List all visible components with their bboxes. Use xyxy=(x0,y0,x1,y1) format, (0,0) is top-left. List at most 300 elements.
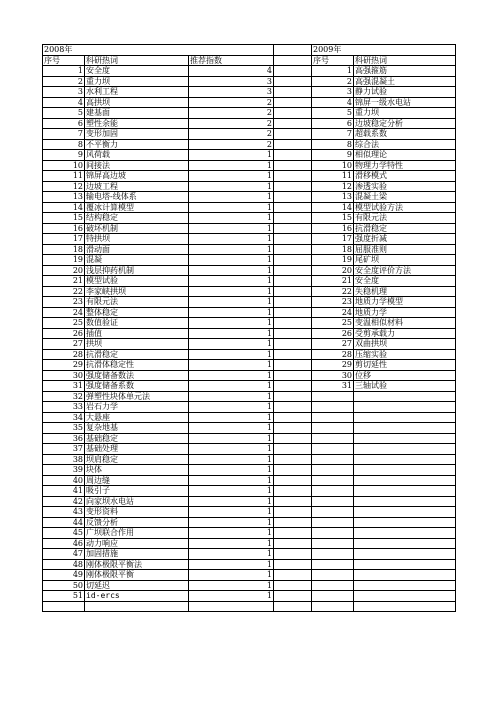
column-gap xyxy=(354,528,456,539)
row-number-2009: 18 xyxy=(312,244,354,255)
column-gap xyxy=(274,538,312,549)
column-gap xyxy=(274,444,312,455)
term-2009: 剪切延性 xyxy=(354,360,456,371)
score-2008: 1 xyxy=(189,402,274,413)
row-number-2009: 19 xyxy=(312,255,354,266)
column-gap xyxy=(274,87,312,98)
term-2009: 边坡稳定分析 xyxy=(354,118,456,129)
score-2008: 1 xyxy=(189,528,274,539)
term-2009: 变温相似材料 xyxy=(354,318,456,329)
column-gap xyxy=(312,549,354,560)
score-2008: 1 xyxy=(189,192,274,203)
table-row xyxy=(43,528,456,539)
table-row xyxy=(43,213,456,224)
table-row xyxy=(43,423,456,434)
term-2008: 拱坝 xyxy=(85,339,189,350)
term-2008: 覆冰计算模型 xyxy=(85,202,189,213)
row-number-2009: 1 xyxy=(312,66,354,77)
column-gap xyxy=(274,559,312,570)
table-row xyxy=(43,433,456,444)
term-2009: 安全度评价方法 xyxy=(354,265,456,276)
term-2008: 边坡工程 xyxy=(85,181,189,192)
term-2008: 基础稳定 xyxy=(85,433,189,444)
row-number-2009: 14 xyxy=(312,202,354,213)
row-number-2009: 23 xyxy=(312,297,354,308)
column-gap xyxy=(354,402,456,413)
column-gap xyxy=(312,517,354,528)
column-gap xyxy=(274,412,312,423)
score-2008: 2 xyxy=(189,118,274,129)
row-number-2008: 46 xyxy=(43,538,85,549)
row-number-2009: 24 xyxy=(312,307,354,318)
row-number-2009: 11 xyxy=(312,171,354,182)
row-number-2008: 50 xyxy=(43,580,85,591)
column-gap xyxy=(274,45,312,56)
row-number-2008: 5 xyxy=(43,108,85,119)
term-2009: 双曲拱坝 xyxy=(354,339,456,350)
score-2008: 1 xyxy=(189,517,274,528)
column-gap xyxy=(274,276,312,287)
term-2008: 安全度 xyxy=(85,66,189,77)
row-number-2009: 20 xyxy=(312,265,354,276)
score-2008: 1 xyxy=(189,570,274,581)
row-number-2008: 2 xyxy=(43,76,85,87)
term-2009: 高强箍筋 xyxy=(354,66,456,77)
header-no-2009: 序号 xyxy=(312,55,354,66)
term-2009: 尾矿坝 xyxy=(354,255,456,266)
column-gap xyxy=(354,538,456,549)
score-2008: 1 xyxy=(189,486,274,497)
column-gap xyxy=(354,475,456,486)
column-gap xyxy=(312,454,354,465)
column-gap xyxy=(274,391,312,402)
empty-cell xyxy=(312,391,354,402)
row-number-2008: 38 xyxy=(43,454,85,465)
term-2008: 破坏机制 xyxy=(85,223,189,234)
column-gap xyxy=(274,496,312,507)
table-row xyxy=(43,486,456,497)
column-gap xyxy=(274,213,312,224)
term-2008: 弹塑性块体单元法 xyxy=(85,391,189,402)
column-gap xyxy=(274,129,312,140)
row-number-2008: 16 xyxy=(43,223,85,234)
table-row xyxy=(43,108,456,119)
column-gap xyxy=(274,402,312,413)
row-number-2009: 10 xyxy=(312,160,354,171)
row-number-2009: 8 xyxy=(312,139,354,150)
row-number-2009: 15 xyxy=(312,213,354,224)
term-2009: 混凝土梁 xyxy=(354,192,456,203)
term-2008: 周边缝 xyxy=(85,475,189,486)
table-row xyxy=(43,601,456,612)
row-number-2009: 30 xyxy=(312,370,354,381)
row-number-2008: 45 xyxy=(43,528,85,539)
term-2008: 变形加固 xyxy=(85,129,189,140)
table-row xyxy=(43,465,456,476)
column-gap xyxy=(274,517,312,528)
term-2009: 物理力学特性 xyxy=(354,160,456,171)
column-gap xyxy=(354,591,456,602)
column-gap xyxy=(274,507,312,518)
row-number-2009: 5 xyxy=(312,108,354,119)
term-2009: 模型试验方法 xyxy=(354,202,456,213)
row-number-2008: 20 xyxy=(43,265,85,276)
term-2008: 抗滑稳定 xyxy=(85,349,189,360)
term-2008: 插值 xyxy=(85,328,189,339)
row-number-2009: 17 xyxy=(312,234,354,245)
term-2009: 有限元法 xyxy=(354,213,456,224)
table-row xyxy=(43,276,456,287)
column-gap xyxy=(274,475,312,486)
term-2009: 安全度 xyxy=(354,276,456,287)
score-2008: 1 xyxy=(189,433,274,444)
row-number-2008: 3 xyxy=(43,87,85,98)
table-row xyxy=(43,328,456,339)
table-row xyxy=(43,517,456,528)
row-number-2008: 17 xyxy=(43,234,85,245)
score-2008: 1 xyxy=(189,276,274,287)
row-number-2008: 18 xyxy=(43,244,85,255)
column-gap xyxy=(274,318,312,329)
table-row xyxy=(43,507,456,518)
table-row xyxy=(43,402,456,413)
row-number-2008: 28 xyxy=(43,349,85,360)
score-2008: 1 xyxy=(189,423,274,434)
table-row xyxy=(43,286,456,297)
term-2008: 广坝联合作用 xyxy=(85,528,189,539)
row-number-2008: 36 xyxy=(43,433,85,444)
row-number-2009: 27 xyxy=(312,339,354,350)
column-gap xyxy=(274,601,312,612)
table-row xyxy=(43,76,456,87)
row-number-2008: 26 xyxy=(43,328,85,339)
row-number-2008: 12 xyxy=(43,181,85,192)
score-2008: 2 xyxy=(189,129,274,140)
score-2008: 1 xyxy=(189,181,274,192)
row-number-2008: 33 xyxy=(43,402,85,413)
row-number-2009: 7 xyxy=(312,129,354,140)
table-row xyxy=(43,265,456,276)
score-2008: 1 xyxy=(189,213,274,224)
term-2009: 失稳机理 xyxy=(354,286,456,297)
score-2008: 1 xyxy=(189,444,274,455)
column-gap xyxy=(312,486,354,497)
row-number-2008: 47 xyxy=(43,549,85,560)
column-gap xyxy=(274,108,312,119)
term-2009: 静力试验 xyxy=(354,87,456,98)
term-2008: 重力坝 xyxy=(85,76,189,87)
term-2009: 屈服准则 xyxy=(354,244,456,255)
term-2008: 大悬座 xyxy=(85,412,189,423)
column-gap xyxy=(274,528,312,539)
term-2008: 锦屏高边坡 xyxy=(85,171,189,182)
column-gap xyxy=(312,412,354,423)
row-number-2008: 7 xyxy=(43,129,85,140)
row-number-2009: 2 xyxy=(312,76,354,87)
column-gap xyxy=(312,570,354,581)
term-2008: 反馈分析 xyxy=(85,517,189,528)
term-2008: 建基面 xyxy=(85,108,189,119)
term-2008: 刚体极限平衡法 xyxy=(85,559,189,570)
column-gap xyxy=(354,454,456,465)
score-2008: 1 xyxy=(189,265,274,276)
row-number-2008: 1 xyxy=(43,66,85,77)
row-number-2008: 21 xyxy=(43,276,85,287)
year-2009-label: 2009年 xyxy=(312,45,456,56)
row-number-2008: 29 xyxy=(43,360,85,371)
table-row xyxy=(43,570,456,581)
column-gap xyxy=(274,66,312,77)
row-number-2008: 30 xyxy=(43,370,85,381)
term-2008: 吸引子 xyxy=(85,486,189,497)
column-gap xyxy=(312,465,354,476)
row-number-2008: 43 xyxy=(43,507,85,518)
column-gap xyxy=(312,402,354,413)
term-2008: 变形资料 xyxy=(85,507,189,518)
score-2008: 1 xyxy=(189,339,274,350)
column-gap xyxy=(354,444,456,455)
column-gap xyxy=(312,528,354,539)
row-number-2008: 4 xyxy=(43,97,85,108)
score-2008: 1 xyxy=(189,328,274,339)
table-row xyxy=(43,391,456,402)
score-2008: 1 xyxy=(189,255,274,266)
term-2009: 强度折减 xyxy=(354,234,456,245)
score-2008: 1 xyxy=(189,591,274,602)
column-gap xyxy=(354,486,456,497)
row-number-2008: 10 xyxy=(43,160,85,171)
row-number-2008: 31 xyxy=(43,381,85,392)
term-2009: 渗透实验 xyxy=(354,181,456,192)
column-gap xyxy=(274,570,312,581)
column-gap xyxy=(274,244,312,255)
score-2008: 1 xyxy=(189,538,274,549)
row-number-2008: 40 xyxy=(43,475,85,486)
hot-terms-table xyxy=(42,44,456,612)
term-2008: 混凝 xyxy=(85,255,189,266)
column-gap xyxy=(274,160,312,171)
term-2009: 抗滑稳定 xyxy=(354,223,456,234)
header-row xyxy=(43,55,456,66)
column-gap xyxy=(354,507,456,518)
term-2008: 动力响应 xyxy=(85,538,189,549)
column-gap xyxy=(274,580,312,591)
score-2008: 1 xyxy=(189,454,274,465)
column-gap xyxy=(274,360,312,371)
score-2008: 1 xyxy=(189,223,274,234)
column-gap xyxy=(274,150,312,161)
score-2008: 3 xyxy=(189,76,274,87)
table-row xyxy=(43,307,456,318)
row-number-2008: 51 xyxy=(43,591,85,602)
term-2009: 位移 xyxy=(354,370,456,381)
term-2008: 不平衡力 xyxy=(85,139,189,150)
score-2008: 1 xyxy=(189,580,274,591)
term-2008: 水利工程 xyxy=(85,87,189,98)
term-2008: 块体 xyxy=(85,465,189,476)
row-number-2009: 13 xyxy=(312,192,354,203)
table-row xyxy=(43,223,456,234)
column-gap xyxy=(274,171,312,182)
term-2008: 模型试验 xyxy=(85,276,189,287)
header-score-2008: 推荐指数 xyxy=(189,55,274,66)
table-row xyxy=(43,171,456,182)
table-row xyxy=(43,97,456,108)
term-2008: 结构稳定 xyxy=(85,213,189,224)
row-number-2008: 22 xyxy=(43,286,85,297)
row-number-2009: 6 xyxy=(312,118,354,129)
column-gap xyxy=(274,307,312,318)
row-number-2008: 34 xyxy=(43,412,85,423)
score-2008: 1 xyxy=(189,360,274,371)
row-number-2008: 23 xyxy=(43,297,85,308)
year-row xyxy=(43,45,456,56)
column-gap xyxy=(312,559,354,570)
column-gap xyxy=(274,76,312,87)
table-row xyxy=(43,255,456,266)
table-row xyxy=(43,244,456,255)
column-gap xyxy=(274,433,312,444)
term-2008: 岩石力学 xyxy=(85,402,189,413)
table-row xyxy=(43,297,456,308)
term-2008: 抗滑体稳定性 xyxy=(85,360,189,371)
row-number-2008: 42 xyxy=(43,496,85,507)
score-2008: 1 xyxy=(189,475,274,486)
term-2009: 相似理论 xyxy=(354,150,456,161)
column-gap xyxy=(274,339,312,350)
column-gap xyxy=(274,265,312,276)
column-gap xyxy=(274,234,312,245)
row-number-2008: 35 xyxy=(43,423,85,434)
column-gap xyxy=(274,97,312,108)
empty-cell xyxy=(189,601,274,612)
score-2008: 1 xyxy=(189,318,274,329)
score-2008: 3 xyxy=(189,87,274,98)
table-row xyxy=(43,475,456,486)
term-2009: 综合法 xyxy=(354,139,456,150)
score-2008: 1 xyxy=(189,391,274,402)
table-row xyxy=(43,591,456,602)
row-number-2009: 25 xyxy=(312,318,354,329)
row-number-2008: 19 xyxy=(43,255,85,266)
column-gap xyxy=(354,412,456,423)
table-row xyxy=(43,412,456,423)
column-gap xyxy=(354,570,456,581)
row-number-2008: 9 xyxy=(43,150,85,161)
score-2008: 1 xyxy=(189,244,274,255)
column-gap xyxy=(354,517,456,528)
row-number-2008: 15 xyxy=(43,213,85,224)
column-gap xyxy=(274,591,312,602)
row-number-2008: 14 xyxy=(43,202,85,213)
column-gap xyxy=(274,55,312,66)
term-2009: 地质力学模型 xyxy=(354,297,456,308)
table-row xyxy=(43,339,456,350)
column-gap xyxy=(312,580,354,591)
header-term-2008: 科研热词 xyxy=(85,55,189,66)
table-row xyxy=(43,559,456,570)
column-gap xyxy=(312,591,354,602)
term-2008: 刚体极限平衡 xyxy=(85,570,189,581)
table-row xyxy=(43,139,456,150)
column-gap xyxy=(354,549,456,560)
term-2008: 滑动面 xyxy=(85,244,189,255)
term-2008: 强度储备数法 xyxy=(85,370,189,381)
column-gap xyxy=(274,286,312,297)
table-row xyxy=(43,538,456,549)
table-row xyxy=(43,549,456,560)
term-2009: 三轴试验 xyxy=(354,381,456,392)
column-gap xyxy=(274,139,312,150)
table-row xyxy=(43,444,456,455)
row-number-2008: 37 xyxy=(43,444,85,455)
row-number-2009: 31 xyxy=(312,381,354,392)
column-gap xyxy=(274,549,312,560)
row-number-2008: 32 xyxy=(43,391,85,402)
table-row xyxy=(43,160,456,171)
table-row xyxy=(43,370,456,381)
column-gap xyxy=(354,423,456,434)
term-2008: 特拱坝 xyxy=(85,234,189,245)
row-number-2009: 16 xyxy=(312,223,354,234)
column-gap xyxy=(312,475,354,486)
header-no-2008: 序号 xyxy=(43,55,85,66)
term-2008: 间接法 xyxy=(85,160,189,171)
column-gap xyxy=(312,433,354,444)
term-2008: 塑性余能 xyxy=(85,118,189,129)
term-2008: 高拱坝 xyxy=(85,97,189,108)
term-2009: 受剪承载力 xyxy=(354,328,456,339)
table-row xyxy=(43,360,456,371)
term-2008: 加固措施 xyxy=(85,549,189,560)
row-number-2009: 3 xyxy=(312,87,354,98)
column-gap xyxy=(354,580,456,591)
row-number-2008: 25 xyxy=(43,318,85,329)
term-2009: 重力坝 xyxy=(354,108,456,119)
row-number-2009: 29 xyxy=(312,360,354,371)
term-2009: 滑移模式 xyxy=(354,171,456,182)
table-row xyxy=(43,496,456,507)
term-2008: 有限元法 xyxy=(85,297,189,308)
score-2008: 1 xyxy=(189,171,274,182)
table-row xyxy=(43,381,456,392)
row-number-2008: 11 xyxy=(43,171,85,182)
row-number-2008: 49 xyxy=(43,570,85,581)
score-2008: 1 xyxy=(189,307,274,318)
row-number-2008: 41 xyxy=(43,486,85,497)
term-2008: 输电塔-线体系 xyxy=(85,192,189,203)
table-row xyxy=(43,349,456,360)
row-number-2008: 44 xyxy=(43,517,85,528)
row-number-2008: 24 xyxy=(43,307,85,318)
term-2008: 复杂地基 xyxy=(85,423,189,434)
table-row xyxy=(43,118,456,129)
score-2008: 1 xyxy=(189,549,274,560)
column-gap xyxy=(312,538,354,549)
table-row xyxy=(43,192,456,203)
score-2008: 1 xyxy=(189,496,274,507)
row-number-2009: 9 xyxy=(312,150,354,161)
score-2008: 1 xyxy=(189,381,274,392)
column-gap xyxy=(312,601,354,612)
column-gap xyxy=(274,370,312,381)
table-row xyxy=(43,129,456,140)
column-gap xyxy=(354,433,456,444)
column-gap xyxy=(312,444,354,455)
row-number-2008: 6 xyxy=(43,118,85,129)
score-2008: 2 xyxy=(189,139,274,150)
term-2008: 基础处理 xyxy=(85,444,189,455)
